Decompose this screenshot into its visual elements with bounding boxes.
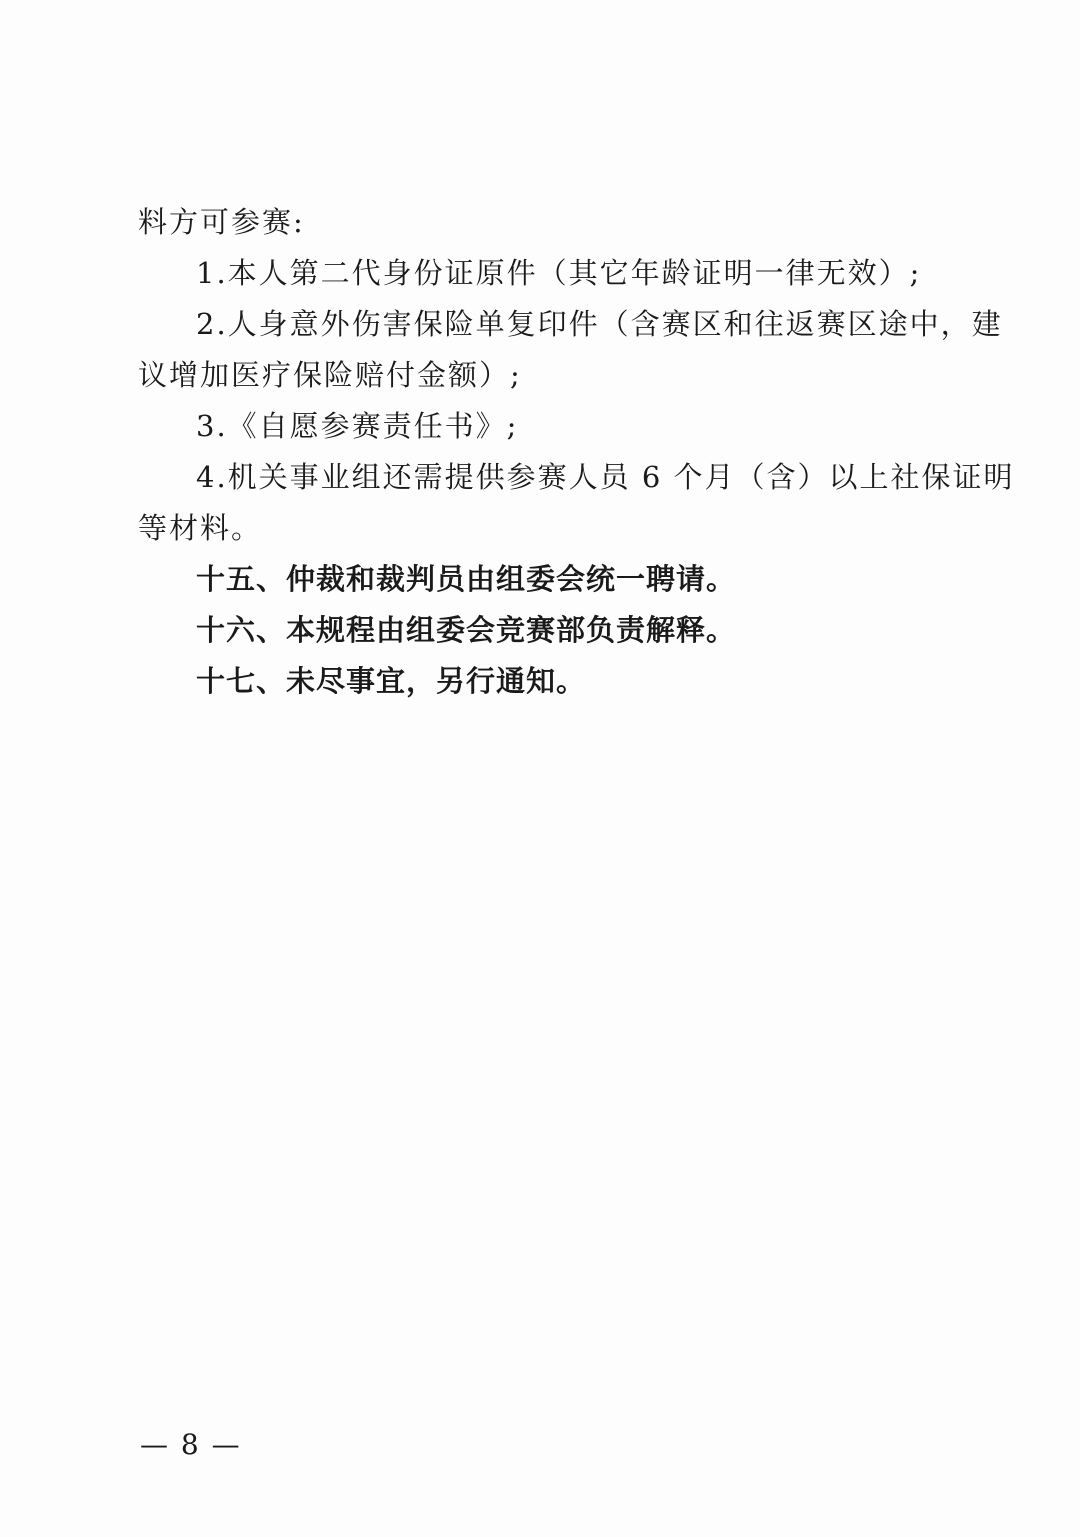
list-item-social-security: 4.机关事业组还需提供参赛人员 6 个月（含）以上社保证明 (196, 460, 1015, 494)
list-item-insurance: 2.人身意外伤害保险单复印件（含赛区和往返赛区途中，建 (196, 307, 1003, 341)
text-line-materials-intro: 料方可参赛: (138, 205, 305, 239)
article-seventeen: 十七、未尽事宜，另行通知。 (196, 664, 587, 698)
list-item-id-card: 1.本人第二代身份证原件（其它年龄证明一律无效）; (196, 256, 922, 290)
article-sixteen: 十六、本规程由组委会竞赛部负责解释。 (196, 613, 737, 647)
list-item-responsibility-letter: 3.《自愿参赛责任书》; (196, 409, 519, 443)
document-body (138, 197, 1015, 707)
page-number: — 8 — (140, 1428, 242, 1461)
list-item-social-security-continued: 等材料。 (138, 511, 263, 545)
article-fifteen: 十五、仲裁和裁判员由组委会统一聘请。 (196, 562, 737, 596)
list-item-insurance-continued: 议增加医疗保险赔付金额）; (138, 358, 522, 392)
